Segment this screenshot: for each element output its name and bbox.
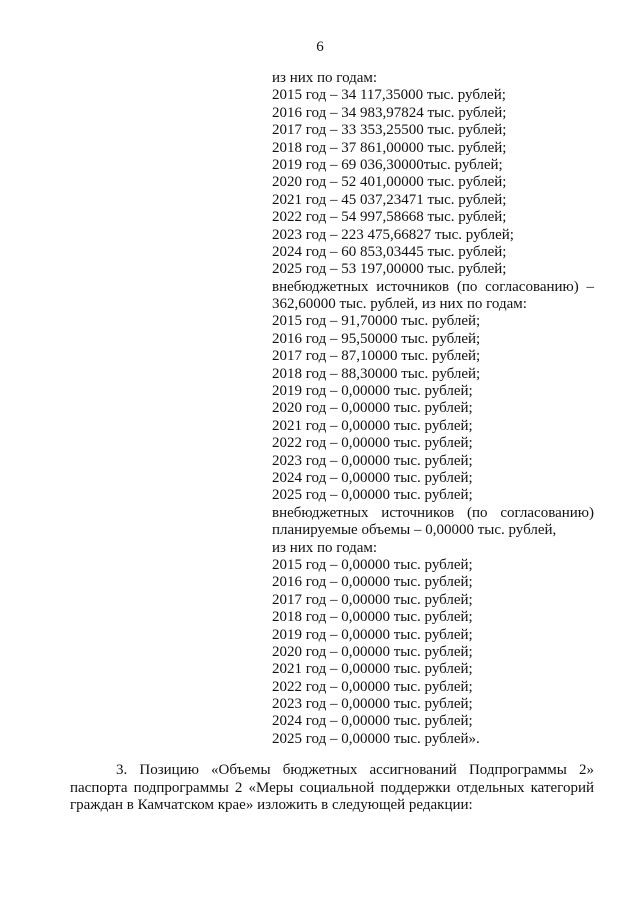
column-line: 2022 год – 0,00000 тыс. рублей; bbox=[272, 678, 473, 695]
paragraph-line: граждан в Камчатском крае» изложить в следующей редакции: bbox=[70, 797, 473, 814]
column-line: 2019 год – 0,00000 тыс. рублей; bbox=[272, 383, 473, 400]
paragraph-line: 3. Позицию «Объемы бюджетных ассигнований Подпрограммы 2» bbox=[116, 762, 594, 778]
column-line: из них по годам: bbox=[272, 539, 378, 556]
column-line: внебюджетных источников (по согласованию) bbox=[272, 504, 594, 521]
column-line: 2024 год – 0,00000 тыс. рублей; bbox=[272, 469, 473, 486]
column-line: 2025 год – 0,00000 тыс. рублей; bbox=[272, 487, 473, 504]
budget-funding-column bbox=[272, 70, 594, 748]
column-line: 2024 год – 0,00000 тыс. рублей; bbox=[272, 713, 473, 730]
column-line: 2020 год – 0,00000 тыс. рублей; bbox=[272, 643, 473, 660]
column-line: 2018 год – 0,00000 тыс. рублей; bbox=[272, 609, 473, 626]
column-line: 2016 год – 0,00000 тыс. рублей; bbox=[272, 574, 473, 591]
column-line: из них по годам: bbox=[272, 70, 378, 86]
column-line: 2016 год – 95,50000 тыс. рублей; bbox=[272, 330, 481, 347]
column-line: 2025 год – 53 197,00000 тыс. рублей; bbox=[272, 261, 507, 278]
column-line: 2021 год – 45 037,23471 тыс. рублей; bbox=[272, 191, 507, 208]
paragraph-line: паспорта подпрограммы 2 «Меры социальной поддержки отдельных категорий bbox=[70, 779, 594, 796]
column-line: 2021 год – 0,00000 тыс. рублей; bbox=[272, 417, 473, 434]
column-line: 2016 год – 34 983,97824 тыс. рублей; bbox=[272, 104, 507, 121]
column-line: 2017 год – 87,10000 тыс. рублей; bbox=[272, 348, 481, 365]
column-line: планируемые объемы – 0,00000 тыс. рублей, bbox=[272, 522, 557, 539]
column-line: 2019 год – 0,00000 тыс. рублей; bbox=[272, 626, 473, 643]
column-line: 2019 год – 69 036,30000тыс. рублей; bbox=[272, 156, 503, 173]
column-line: 362,60000 тыс. рублей, из них по годам: bbox=[272, 296, 527, 313]
column-line: 2023 год – 0,00000 тыс. рублей; bbox=[272, 696, 473, 713]
column-line: 2017 год – 33 353,25500 тыс. рублей; bbox=[272, 122, 507, 139]
column-line: 2022 год – 54 997,58668 тыс. рублей; bbox=[272, 209, 507, 226]
column-line: 2015 год – 34 117,35000 тыс. рублей; bbox=[272, 87, 506, 104]
column-line: 2017 год – 0,00000 тыс. рублей; bbox=[272, 591, 473, 608]
amendment-paragraph bbox=[70, 762, 594, 815]
column-line: 2015 год – 91,70000 тыс. рублей; bbox=[272, 313, 481, 330]
column-line: 2025 год – 0,00000 тыс. рублей». bbox=[272, 730, 480, 747]
column-line: 2015 год – 0,00000 тыс. рублей; bbox=[272, 556, 473, 573]
column-line: 2020 год – 52 401,00000 тыс. рублей; bbox=[272, 174, 507, 191]
column-line: 2020 год – 0,00000 тыс. рублей; bbox=[272, 400, 473, 417]
column-line: 2023 год – 223 475,66827 тыс. рублей; bbox=[272, 226, 514, 243]
column-line: 2018 год – 37 861,00000 тыс. рублей; bbox=[272, 139, 507, 156]
column-line: внебюджетных источников (по согласованию) – bbox=[272, 278, 594, 295]
column-line: 2021 год – 0,00000 тыс. рублей; bbox=[272, 661, 473, 678]
column-line: 2023 год – 0,00000 тыс. рублей; bbox=[272, 452, 473, 469]
column-line: 2022 год – 0,00000 тыс. рублей; bbox=[272, 435, 473, 452]
page-number: 6 bbox=[316, 39, 324, 55]
column-line: 2018 год – 88,30000 тыс. рублей; bbox=[272, 365, 481, 382]
column-line: 2024 год – 60 853,03445 тыс. рублей; bbox=[272, 243, 507, 260]
